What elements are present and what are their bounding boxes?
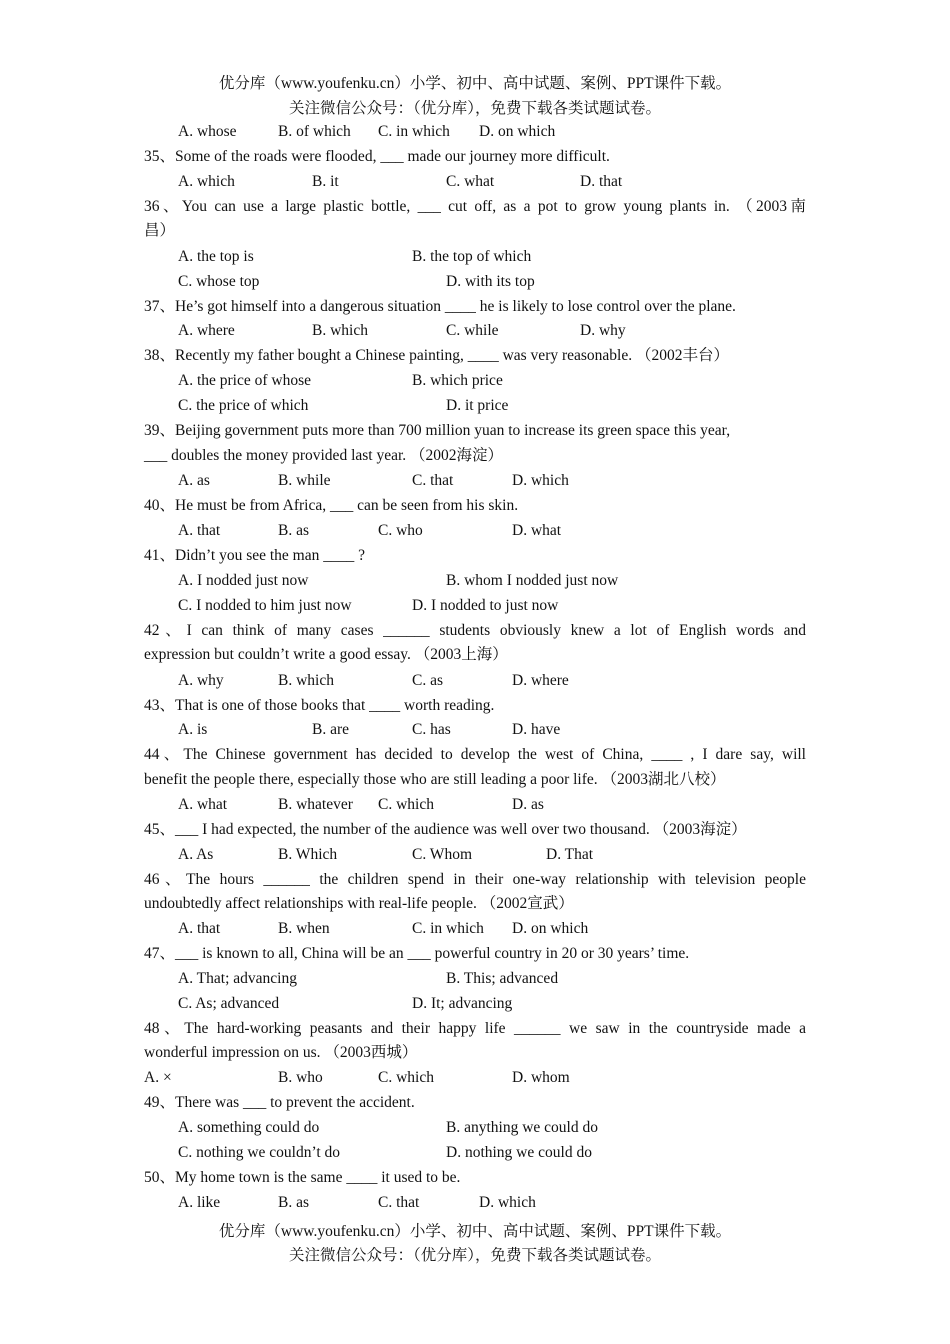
- q40-option-b: B. as: [278, 522, 309, 539]
- q48-option-a: A. ×: [144, 1069, 172, 1086]
- q47-option-c: C. As; advanced: [178, 995, 280, 1012]
- q36-option-c: C. whose top: [178, 273, 260, 290]
- q48-stem-line2: wonderful impression on us. （2003西城）: [144, 1044, 418, 1061]
- q42-option-a: A. why: [178, 672, 224, 689]
- q34-option-a: A. whose: [178, 123, 237, 140]
- q38-option-c: C. the price of which: [178, 397, 309, 414]
- q38-option-a: A. the price of whose: [178, 372, 311, 389]
- q39-option-a: A. as: [178, 472, 210, 489]
- q49-option-a: A. something could do: [178, 1119, 320, 1136]
- q34-option-c: C. in which: [378, 123, 450, 140]
- q47-option-d: D. It; advancing: [412, 995, 513, 1012]
- q41-stem: 41、Didn’t you see the man ____ ?: [144, 547, 365, 564]
- q49-option-d: D. nothing we could do: [446, 1144, 592, 1161]
- q50-stem: 50、My home town is the same ____ it used to be.: [144, 1169, 461, 1186]
- q43-option-d: D. have: [512, 721, 561, 738]
- q36-option-a: A. the top is: [178, 248, 254, 265]
- q40-stem: 40、He must be from Africa, ___ can be seen from his skin.: [144, 497, 519, 514]
- q41-option-c: C. I nodded to him just now: [178, 597, 352, 614]
- q45-option-c: C. Whom: [412, 846, 472, 863]
- header-site-line: 优分库（www.youfenku.cn）小学、初中、高中试题、案例、PPT课件下载。: [218, 75, 732, 92]
- q47-stem: 47、___ is known to all, China will be an ___ powerful country in 20 or 30 years’ time.: [144, 945, 690, 962]
- q37-option-d: D. why: [580, 322, 626, 339]
- q44-stem-line1: 44、The Chinese government has decided to develop the west of China, ____ , I dare say, will: [144, 746, 806, 763]
- q39-stem-line1: 39、Beijing government puts more than 700 million yuan to increase its green space this year,: [144, 422, 731, 439]
- q45-option-a: A. As: [178, 846, 214, 863]
- q44-option-b: B. whatever: [278, 796, 353, 813]
- q49-option-c: C. nothing we couldn’t do: [178, 1144, 341, 1161]
- q38-stem: 38、Recently my father bought a Chinese painting, ____ was very reasonable. （2002丰台）: [144, 347, 729, 364]
- q44-option-c: C. which: [378, 796, 434, 813]
- q40-option-a: A. that: [178, 522, 221, 539]
- q35-option-c: C. what: [446, 173, 495, 190]
- q45-option-d: D. That: [546, 846, 594, 863]
- q41-option-d: D. I nodded to just now: [412, 597, 559, 614]
- q44-option-d: D. as: [512, 796, 544, 813]
- q39-option-b: B. while: [278, 472, 331, 489]
- q50-option-b: B. as: [278, 1194, 309, 1211]
- q48-option-b: B. who: [278, 1069, 323, 1086]
- q47-option-a: A. That; advancing: [178, 970, 297, 987]
- q35-option-b: B. it: [312, 173, 339, 190]
- q42-stem-line1: 42、I can think of many cases ______ students obviously knew a lot of English words and: [144, 622, 806, 639]
- footer-wechat-line: 关注微信公众号：（优分库），免费下载各类试题试卷。: [288, 1247, 661, 1264]
- q47-option-b: B. This; advanced: [446, 970, 559, 987]
- q48-option-d: D. whom: [512, 1069, 570, 1086]
- q42-option-c: C. as: [412, 672, 443, 689]
- q34-option-b: B. of which: [278, 123, 351, 140]
- q48-option-c: C. which: [378, 1069, 434, 1086]
- q50-option-c: C. that: [378, 1194, 420, 1211]
- q38-option-d: D. it price: [446, 397, 509, 414]
- q37-option-b: B. which: [312, 322, 368, 339]
- q36-stem-line1: 36、You can use a large plastic bottle, ___ cut off, as a pot to grow young plants in. （2003南: [144, 198, 806, 215]
- q46-option-d: D. on which: [512, 920, 589, 937]
- q42-stem-line2: expression but couldn’t write a good essay. （2003上海）: [144, 646, 508, 663]
- q41-option-a: A. I nodded just now: [178, 572, 309, 589]
- q50-option-a: A. like: [178, 1194, 221, 1211]
- q46-stem-line2: undoubtedly affect relationships with real-life people. （2002宣武）: [144, 895, 574, 912]
- q42-option-d: D. where: [512, 672, 569, 689]
- q35-option-a: A. which: [178, 173, 235, 190]
- q43-option-a: A. is: [178, 721, 208, 738]
- q41-option-b: B. whom I nodded just now: [446, 572, 619, 589]
- q44-stem-line2: benefit the people there, especially those who are still leading a poor life. （2003湖北八校）: [144, 771, 726, 788]
- q42-option-b: B. which: [278, 672, 334, 689]
- header-wechat-line: 关注微信公众号：（优分库），免费下载各类试题试卷。: [288, 100, 661, 117]
- q45-option-b: B. Which: [278, 846, 338, 863]
- q43-stem: 43、That is one of those books that ____ worth reading.: [144, 697, 495, 714]
- footer-site-line: 优分库（www.youfenku.cn）小学、初中、高中试题、案例、PPT课件下载。: [218, 1223, 732, 1240]
- q40-option-d: D. what: [512, 522, 562, 539]
- q49-option-b: B. anything we could do: [446, 1119, 598, 1136]
- q46-stem-line1: 46、The hours ______ the children spend in their one-way relationship with television people: [144, 871, 806, 888]
- q48-stem-line1: 48、The hard-working peasants and their happy life ______ we saw in the countryside made a: [144, 1020, 806, 1037]
- q36-stem-line2: 昌）: [144, 222, 176, 239]
- q49-stem: 49、There was ___ to prevent the accident.: [144, 1094, 415, 1111]
- q36-option-d: D. with its top: [446, 273, 535, 290]
- q35-option-d: D. that: [580, 173, 623, 190]
- q43-option-b: B. are: [312, 721, 350, 738]
- q37-stem: 37、He’s got himself into a dangerous situation ____ he is likely to lose control over the plane.: [144, 298, 736, 315]
- q44-option-a: A. what: [178, 796, 228, 813]
- q50-option-d: D. which: [479, 1194, 536, 1211]
- q34-option-d: D. on which: [479, 123, 556, 140]
- q39-option-d: D. which: [512, 472, 569, 489]
- q39-stem-line2: ___ doubles the money provided last year. （2002海淀）: [144, 447, 504, 464]
- q39-option-c: C. that: [412, 472, 454, 489]
- q35-stem: 35、Some of the roads were flooded, ___ made our journey more difficult.: [144, 148, 610, 165]
- q36-option-b: B. the top of which: [412, 248, 532, 265]
- q40-option-c: C. who: [378, 522, 423, 539]
- q38-option-b: B. which price: [412, 372, 503, 389]
- q46-option-b: B. when: [278, 920, 330, 937]
- q45-stem: 45、___ I had expected, the number of the audience was well over two thousand. （2003海淀）: [144, 821, 747, 838]
- q43-option-c: C. has: [412, 721, 451, 738]
- q37-option-a: A. where: [178, 322, 235, 339]
- q37-option-c: C. while: [446, 322, 499, 339]
- q46-option-c: C. in which: [412, 920, 484, 937]
- q46-option-a: A. that: [178, 920, 221, 937]
